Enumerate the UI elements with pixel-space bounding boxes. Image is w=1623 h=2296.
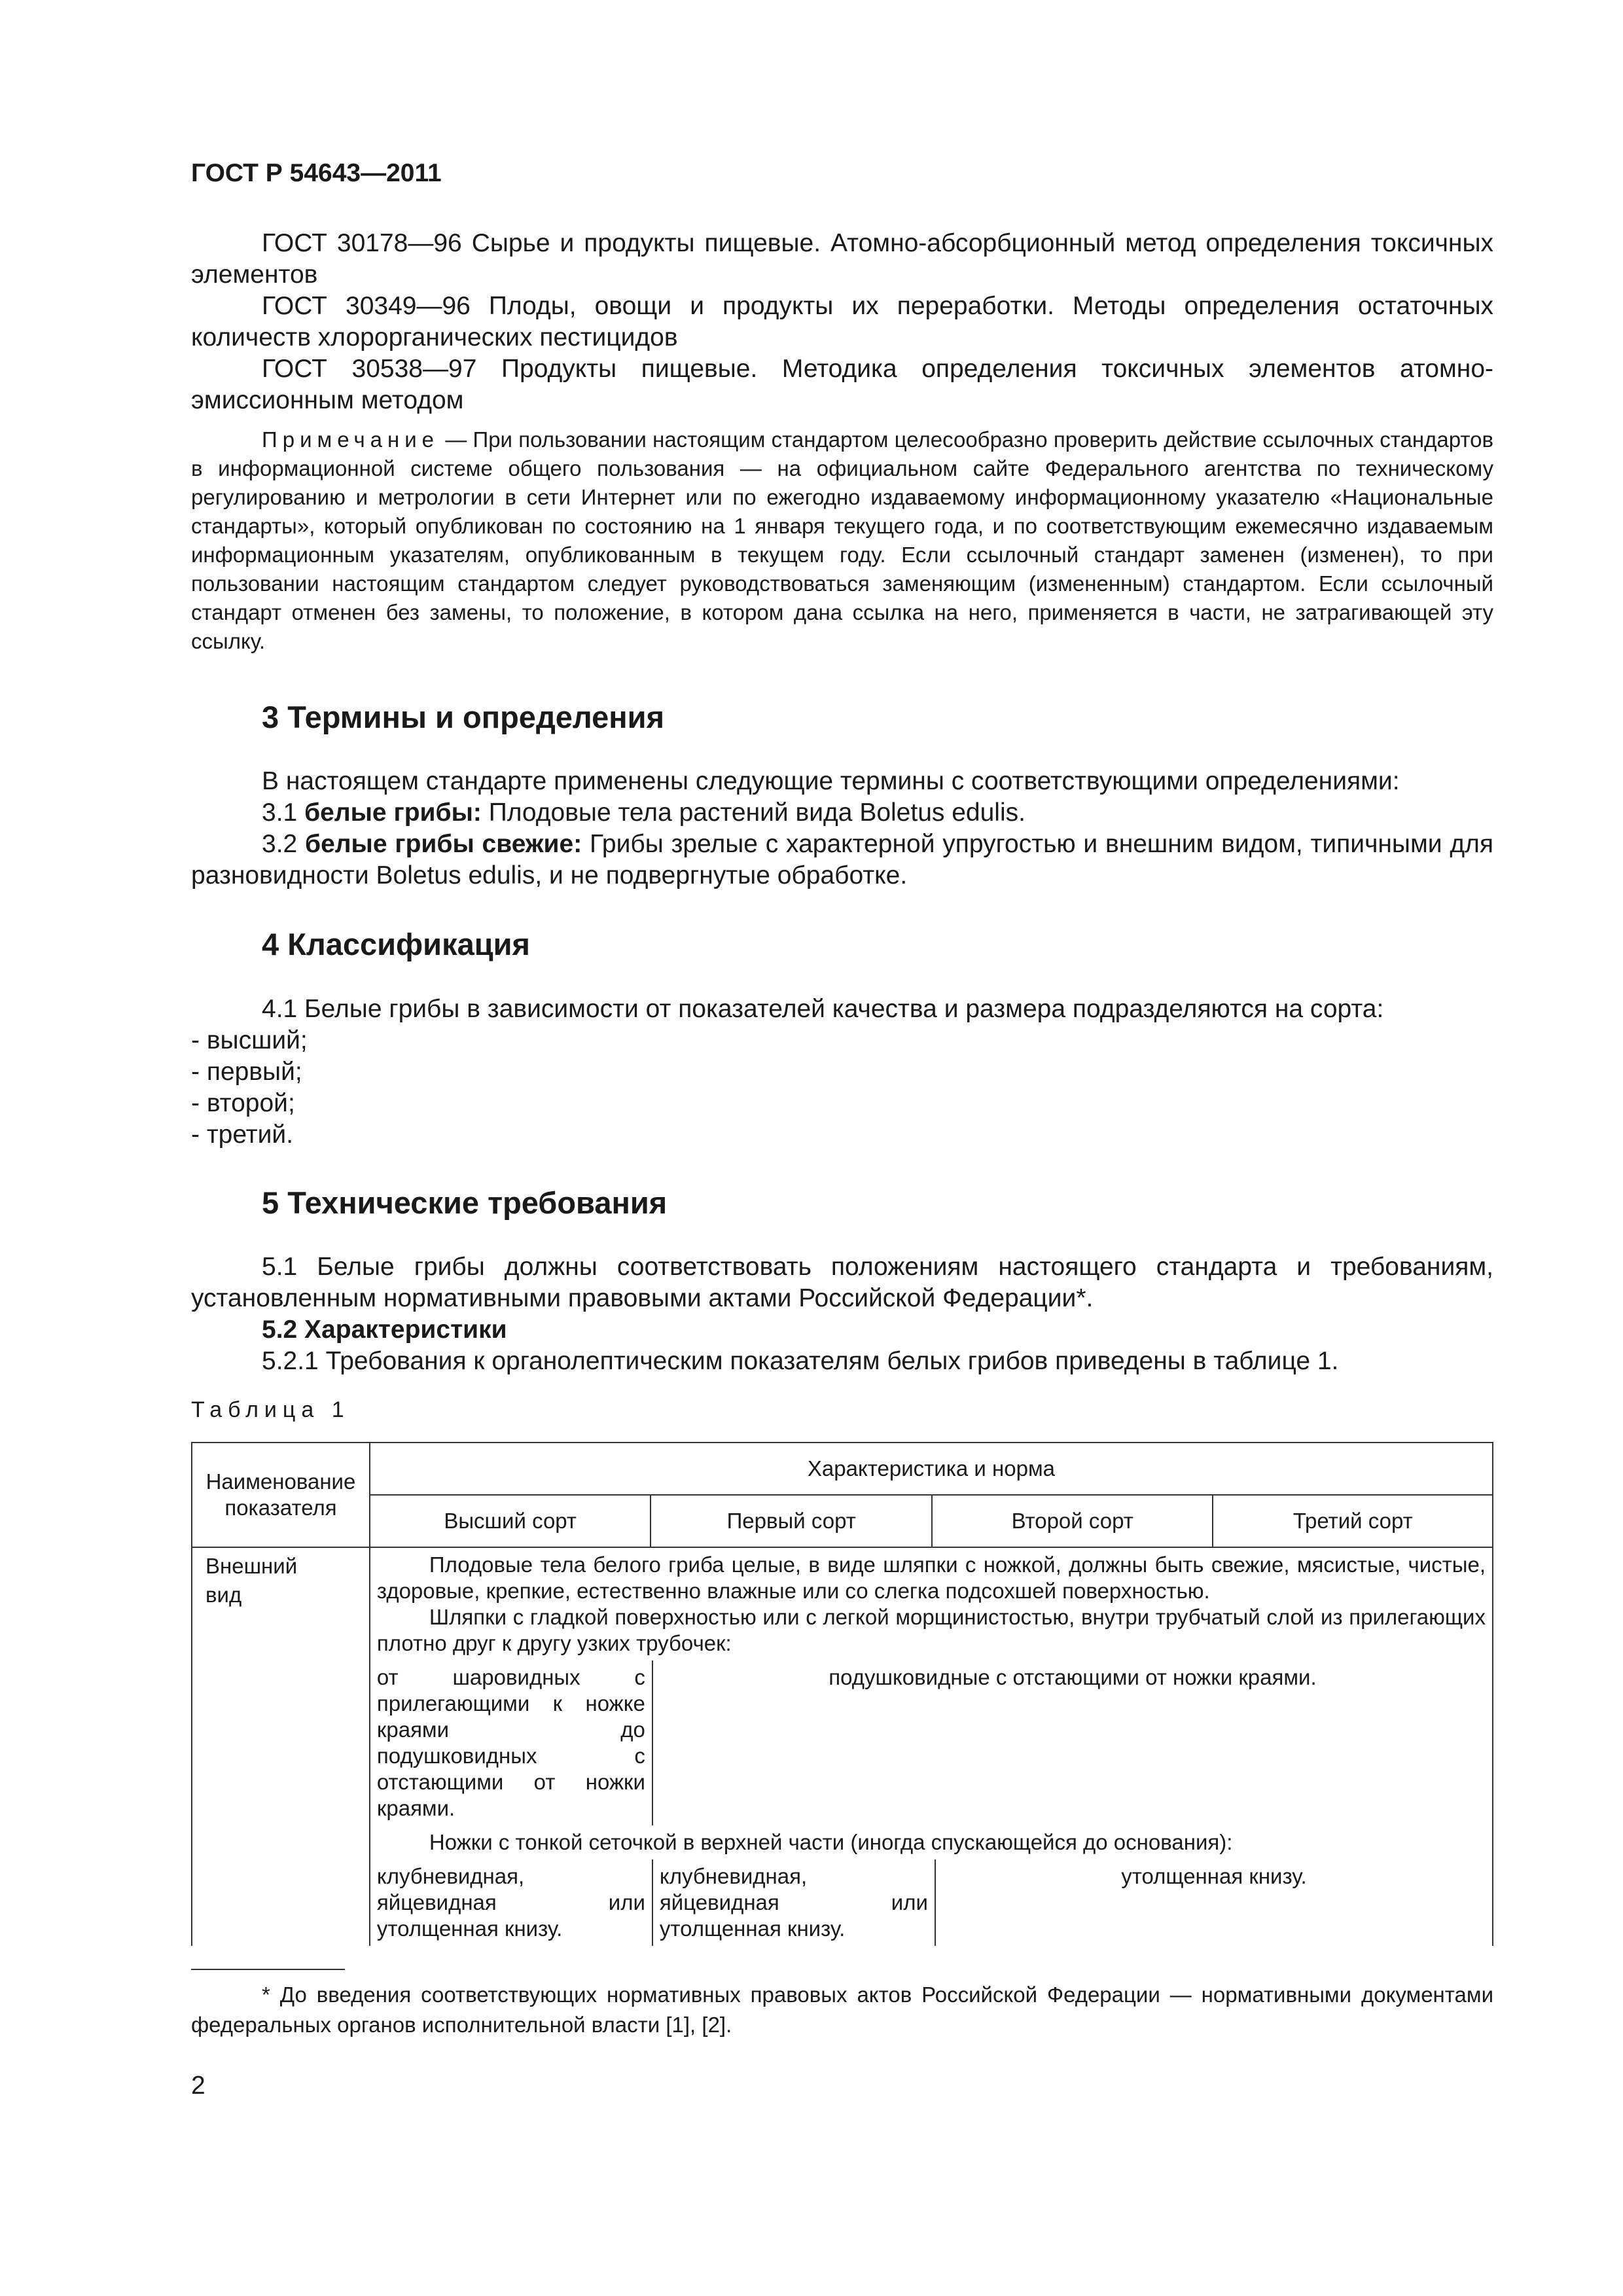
column-header-indicator: Наименование показателя: [192, 1443, 370, 1547]
cap-shape-rest: подушковидные с отстающими от ножки краями.: [829, 1665, 1317, 1689]
general-description: [370, 1548, 1492, 1660]
stem-intro: Ножки с тонкой сеточкой в верхней части (иногда спускающейся до основания):: [429, 1830, 1233, 1854]
section-4-body: [191, 994, 1493, 1151]
section-3-body: [191, 766, 1493, 891]
organoleptic-table: [191, 1442, 1493, 1946]
section-4-heading: 4 Классификация: [262, 927, 530, 961]
note-label: Примечание: [262, 427, 440, 452]
footnote-divider: [191, 1969, 345, 1970]
list-item: - первый;: [191, 1058, 302, 1086]
reference-item: ГОСТ 30349—96 Плоды, овощи и продукты их переработки. Методы определения остаточных количеств хлорорганических пестицидов: [191, 292, 1493, 351]
reference-item: ГОСТ 30538—97 Продукты пищевые. Методика определения токсичных элементов атомно-эмиссионным методом: [191, 355, 1493, 414]
stem-shape-first: клубневидная, яйцевидная или утолщенная книзу.: [653, 1859, 936, 1946]
column-header-grade: Третий сорт: [1213, 1495, 1493, 1547]
list-item: - третий.: [191, 1121, 294, 1149]
table-row: [192, 1547, 1493, 1946]
characteristic-cell: [370, 1547, 1493, 1946]
section-5-body: [191, 1251, 1493, 1377]
note-paragraph: [191, 425, 1493, 656]
row-label: [192, 1547, 370, 1946]
term-name: белые грибы свежие:: [305, 830, 582, 858]
subsection-5-2-heading: 5.2 Характеристики: [262, 1316, 507, 1344]
term-number: 3.2: [262, 830, 305, 858]
term-3-2: [191, 829, 1493, 891]
list-item: - второй;: [191, 1089, 295, 1117]
stem-shape-high: клубневидная, яйцевидная или утолщенная книзу.: [370, 1859, 653, 1946]
section-4-intro: 4.1 Белые грибы в зависимости от показателей качества и размера подразделяются на сорта:: [262, 995, 1384, 1023]
footnote: * До введения соответствующих нормативных правовых актов Российской Федерации — нормативными документами федеральных органов исполнительной власти [1], [2].: [191, 1982, 1493, 2037]
reference-item: ГОСТ 30178—96 Сырье и продукты пищевые. Атомно-абсорбционный метод определения токсичных элементов: [191, 229, 1493, 289]
stem-shape-rest: утолщенная книзу.: [1121, 1864, 1307, 1888]
table-caption: Таблица 1: [191, 1397, 350, 1422]
list-item: - высший;: [191, 1026, 308, 1054]
grade-list: [191, 1025, 1493, 1151]
section-3-intro: В настоящем стандарте применены следующие термины с соответствующими определениями:: [262, 767, 1400, 795]
general-text-1: Плодовые тела белого гриба целые, в виде шляпки с ножкой, должны быть свежие, мясистые, чистые, здоровые, крепкие, естественно влажные или со слегка подсохшей поверхностью.: [376, 1552, 1486, 1603]
column-header-grade: Второй сорт: [932, 1495, 1213, 1547]
cap-shape-high: от шаровидных с прилегающими к ножке краями до подушковидных с отстающими от ножки краями.: [370, 1660, 653, 1825]
term-definition: Плодовые тела растений вида Boletus edulis.: [481, 798, 1026, 827]
column-header-group: Характеристика и норма: [370, 1443, 1493, 1495]
cap-shape-row: [370, 1660, 1492, 1825]
page-number: 2: [191, 2072, 205, 2100]
paragraph-5-2-1: 5.2.1 Требования к органолептическим показателям белых грибов приведены в таблице 1.: [262, 1347, 1339, 1375]
document-header: ГОСТ Р 54643—2011: [191, 159, 442, 187]
row-label-text: Внешний вид: [205, 1554, 298, 1607]
term-definition: Грибы зрелые с характерной упругостью и внешним видом, типичными для разновидности Boletus edulis, и не подвергнутые обработке.: [191, 830, 1493, 889]
normative-references: [191, 228, 1493, 416]
section-3-heading: 3 Термины и определения: [262, 700, 664, 734]
note-text: — При пользовании настоящим стандартом целесообразно проверить действие ссылочных стандартов в информационной системе общего пользования — на официальном сайте Федерального агентства по техническому регулированию и метрологии в сети Интернет или по ежегодно издаваемому информационному указателю «Национальные стандарты», который опубликован по состоянию на 1 января текущего года, и по соответствующим ежемесячно издаваемым информационным указателям, опубликованным в текущем году. Если ссылочный стандарт заменен (изменен), то при пользовании настоящим стандартом следует руководствоваться заменяющим (измененным) стандартом. Если ссылочный стандарт отменен без замены, то положение, в котором дана ссылка на него, применяется в части, не затрагивающей эту ссылку.: [191, 427, 1493, 653]
term-3-1: [191, 797, 1493, 829]
paragraph-5-1: 5.1 Белые грибы должны соответствовать положениям настоящего стандарта и требованиям, установленным нормативными правовыми актами Российской Федерации*.: [191, 1253, 1493, 1312]
column-header-grade: Первый сорт: [651, 1495, 932, 1547]
stem-shape-row: [370, 1859, 1492, 1946]
general-text-2: Шляпки с гладкой поверхностью или с легкой морщинистостью, внутри трубчатый слой из прилегающих плотно друг к другу узких трубочек:: [376, 1605, 1486, 1655]
column-header-grade: Высший сорт: [370, 1495, 651, 1547]
section-5-heading: 5 Технические требования: [262, 1185, 668, 1220]
term-number: 3.1: [262, 798, 305, 827]
term-name: белые грибы:: [304, 798, 482, 827]
